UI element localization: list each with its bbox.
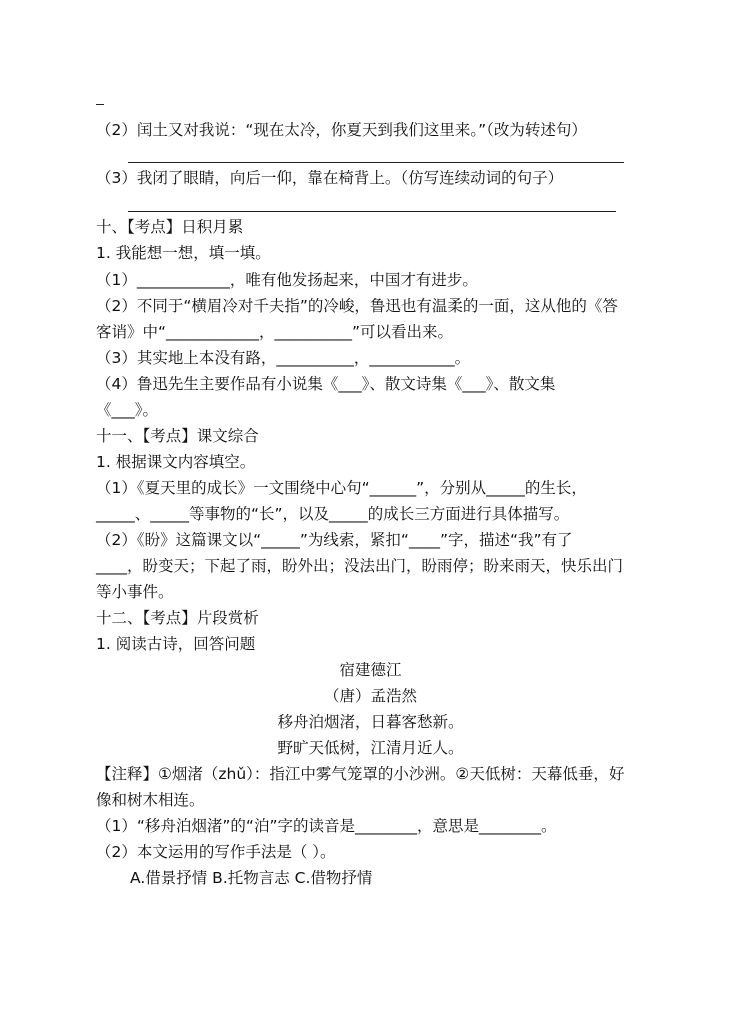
answer-line-1 <box>128 162 624 163</box>
answer-options: A.借景抒情 B.托物言志 C.借物抒情 <box>130 869 373 887</box>
poem-line-1: 移舟泊烟渚，日暮客愁新。 <box>277 713 464 731</box>
answer-line-2 <box>128 211 616 212</box>
poem-author: （唐）孟浩然 <box>323 687 417 705</box>
section-10-heading: 十、【考点】日积月累 <box>96 218 244 236</box>
poem-note-b: 像和树木相连。 <box>96 791 205 809</box>
sub-question-1: （1）“移舟泊烟渚”的“泊”字的读音是________，意思是________。 <box>96 817 557 835</box>
stray-mark <box>96 104 104 105</box>
section-11-line-1a: （1）《夏天里的成长》一文围绕中心句“______”，分别从_____的生长， <box>96 479 587 497</box>
section-10-question: 1. 我能想一想，填一填。 <box>96 244 271 262</box>
section-11-line-1b: _____、_____等事物的“长”，以及_____的成长三方面进行具体描写。 <box>96 505 570 523</box>
q7-item3: （3）我闭了眼睛，向后一仰，靠在椅背上。（仿写连续动词的句子） <box>96 169 564 187</box>
section-11-line-2a: （2）《盼》这篇课文以“_____”为线索，紧扣“____”字，描述“我”有了 <box>96 531 573 549</box>
section-11-line-2c: 等小事件。 <box>96 583 174 601</box>
section-10-line-4b: 《___》。 <box>96 401 159 419</box>
section-10-line-4a: （4）鲁迅先生主要作品有小说集《___》、散文诗集《___》、散文集 <box>96 375 556 393</box>
section-12-heading: 十二、【考点】片段赏析 <box>96 609 259 627</box>
q7-item2: （2）闰土又对我说：“现在太冷，你夏天到我们这里来。”（改为转述句） <box>96 121 587 139</box>
section-10-line-2b: 客诮》中“____________，__________”可以看出来。 <box>96 323 454 341</box>
sub-question-2: （2）本文运用的写作手法是（ ）。 <box>96 843 336 861</box>
section-12-question: 1. 阅读古诗，回答问题 <box>96 635 256 653</box>
section-11-question: 1. 根据课文内容填空。 <box>96 453 256 471</box>
section-10-line-3: （3）其实地上本没有路，__________，___________。 <box>96 349 471 367</box>
poem-title: 宿建德江 <box>339 661 402 679</box>
section-11-line-2b: ____，盼变天；下起了雨，盼外出；没法出门，盼雨停；盼来雨天，快乐出门 <box>96 557 624 575</box>
poem-line-2: 野旷天低树，江清月近人。 <box>277 739 464 757</box>
poem-note-a: 【注释】①烟渚（zhǔ）：指江中雾气笼罩的小沙洲。②天低树：天幕低垂，好 <box>96 765 625 783</box>
section-10-line-2a: （2）不同于“横眉冷对千夫指”的冷峻，鲁迅也有温柔的一面，这从他的《答 <box>96 297 618 315</box>
section-10-line-1: （1）____________，唯有他发扬起来，中国才有进步。 <box>96 271 478 289</box>
section-11-heading: 十一、【考点】课文综合 <box>96 427 259 445</box>
